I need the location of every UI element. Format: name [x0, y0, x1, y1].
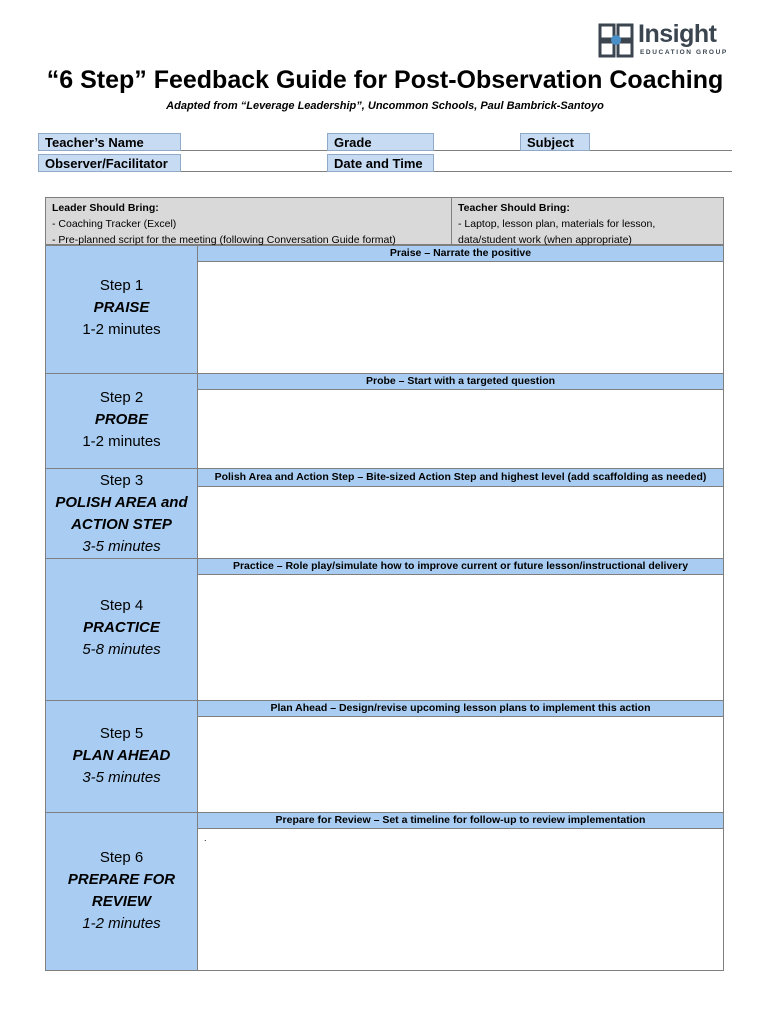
leader-bring: [52, 200, 396, 248]
step-4-name: PRACTICE: [83, 619, 160, 636]
teacher-bring-item: - Laptop, lesson plan, materials for lesson,: [458, 218, 656, 230]
bring-section: [45, 197, 724, 245]
page-subtitle: Adapted from “Leverage Leadership”, Uncommon Schools, Paul Bambrick-Santoyo: [166, 100, 604, 112]
observer-label: Observer/Facilitator: [38, 154, 181, 172]
step-6-duration: 1-2 minutes: [82, 915, 161, 932]
teacher-bring-title: Teacher Should Bring:: [458, 202, 570, 214]
subject-field[interactable]: [590, 133, 732, 151]
step-3-header: Polish Area and Action Step – Bite-sized Action Step and highest level (add scaffolding as needed): [197, 469, 723, 487]
step-1-header: Praise – Narrate the positive: [197, 246, 723, 262]
teacher-bring: [458, 200, 655, 248]
date-time-label: Date and Time: [327, 154, 434, 172]
step-1-duration: 1-2 minutes: [82, 321, 161, 338]
leader-bring-item: - Pre-planned script for the meeting (following Conversation Guide format): [52, 234, 396, 246]
subject-label: Subject: [520, 133, 590, 151]
step-3-cell: [46, 469, 197, 559]
step-2-notes[interactable]: [197, 390, 723, 469]
teacher-bring-item: data/student work (when appropriate): [458, 234, 632, 246]
info-header: [38, 133, 732, 173]
grade-field[interactable]: [434, 133, 520, 151]
insight-logo: [598, 20, 728, 60]
step-6-notes[interactable]: [197, 829, 723, 970]
step-6-name: REVIEW: [91, 893, 152, 910]
logo-wordmark: Insight: [638, 20, 717, 48]
bring-divider: [451, 198, 452, 244]
step-3-duration: 3-5 minutes: [82, 538, 161, 555]
step-4-notes[interactable]: [197, 575, 723, 701]
date-time-field[interactable]: [434, 154, 732, 172]
step-5-name: PLAN AHEAD: [72, 747, 171, 764]
step-5-label: Step 5: [99, 725, 144, 742]
step-6-cell: [46, 813, 197, 970]
step-2-label: Step 2: [99, 389, 144, 406]
step-6-label: Step 6: [99, 849, 144, 866]
step-4-label: Step 4: [99, 597, 144, 614]
step-5-header: Plan Ahead – Design/revise upcoming lesson plans to implement this action: [197, 701, 723, 717]
step-4-cell: [46, 559, 197, 701]
step-6-header: Prepare for Review – Set a timeline for follow-up to review implementation: [197, 813, 723, 829]
step-5-duration: 3-5 minutes: [82, 769, 161, 786]
step-3-notes[interactable]: [197, 487, 723, 559]
step-5-cell: [46, 701, 197, 813]
step-2-name: PROBE: [94, 411, 149, 428]
step-1-notes[interactable]: [197, 262, 723, 374]
step-1-label: Step 1: [99, 277, 144, 294]
step-2-header: Probe – Start with a targeted question: [197, 374, 723, 390]
step-3-name: POLISH AREA and: [55, 494, 188, 511]
grade-label: Grade: [327, 133, 434, 151]
leader-bring-item: - Coaching Tracker (Excel): [52, 218, 177, 230]
steps-grid: [45, 245, 724, 971]
step-1-name: PRAISE: [93, 299, 150, 316]
leader-bring-title: Leader Should Bring:: [52, 202, 159, 214]
step-3-name: ACTION STEP: [71, 516, 172, 533]
step-6-mark: .: [204, 833, 207, 843]
insight-logo-icon: [598, 22, 634, 58]
step-1-cell: [46, 246, 197, 374]
observer-field[interactable]: [181, 154, 327, 172]
teacher-name-field[interactable]: [181, 133, 327, 151]
step-5-notes[interactable]: [197, 717, 723, 813]
step-3-label: Step 3: [99, 472, 144, 489]
teacher-name-label: Teacher’s Name: [38, 133, 181, 151]
step-4-header: Practice – Role play/simulate how to improve current or future lesson/instructional delivery: [197, 559, 723, 575]
page-title: “6 Step” Feedback Guide for Post-Observation Coaching: [46, 66, 724, 94]
step-2-duration: 1-2 minutes: [82, 433, 161, 450]
step-6-name: PREPARE FOR: [67, 871, 176, 888]
logo-subtext: EDUCATION GROUP: [640, 49, 728, 56]
step-2-cell: [46, 374, 197, 469]
step-4-duration: 5-8 minutes: [82, 641, 161, 658]
